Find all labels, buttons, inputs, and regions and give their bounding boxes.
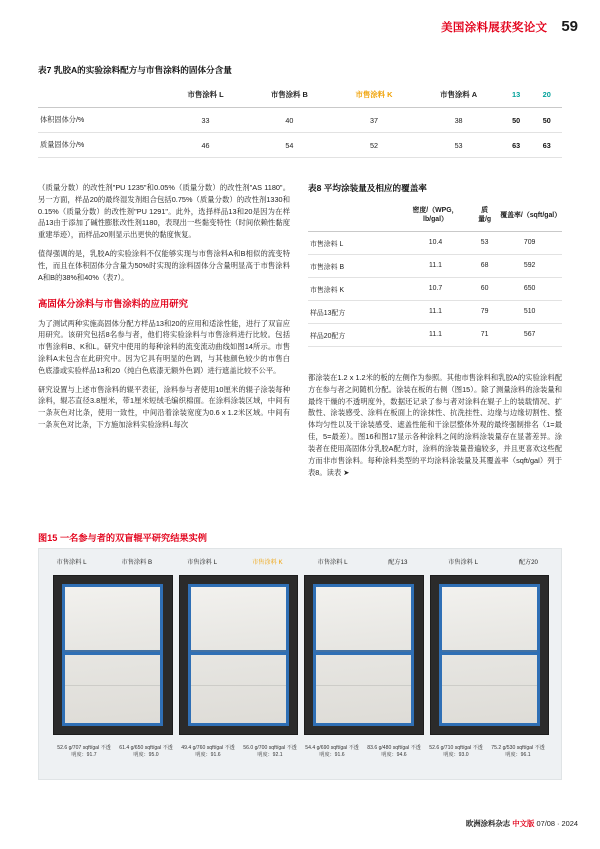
tape-strip: [188, 650, 289, 655]
table8-row4-v2: 567: [523, 331, 536, 339]
panel-photo-3: [304, 575, 424, 735]
table7-col-2: 市售涂料 B: [270, 90, 308, 99]
painted-board: [188, 584, 289, 726]
table8-row0-label: 市售涂料 L: [310, 240, 344, 248]
panel-photo-2: [179, 575, 299, 735]
table-row: [308, 323, 562, 346]
table8-row3-v1: 79: [480, 308, 489, 316]
left-paragraph-3: 为了测试两种实施高固体分配方样品13和20的应用和适涂性能，进行了双盲应用研究。该研究包括8名参与者，他们将实验涂料与市售涂料进行比较。包括市售涂料B、K和L。研究中使用的每种涂料的流变流动曲线如图14所示。市售涂料A未包含在此研究中。因为它具有明显的色调，与其他颜色较少的市售白色底漆或实验样品13和20（纯白色底漆无额外色调）进行遮盖比较不公平。: [38, 318, 290, 375]
table8-row1-label: 市售涂料 B: [310, 263, 345, 271]
table7-col-4: 市售涂料 A: [440, 90, 478, 99]
table8-caption: 表8 平均涂装量及相应的覆盖率: [308, 183, 427, 193]
table7-row1-v1: 54: [285, 140, 294, 150]
table7-row1-v2: 52: [369, 140, 378, 150]
panel-label-2a: 市售涂料 L: [317, 559, 348, 566]
table-row: [308, 231, 562, 254]
table8-row0-v1: 53: [480, 239, 489, 247]
table-row: [308, 300, 562, 323]
table8-row3-label: 样品13配方: [310, 309, 346, 317]
table8-row1-v0: 11.1: [429, 262, 442, 270]
painted-board: [62, 584, 163, 726]
table7-col-1: 市售涂料 L: [187, 90, 224, 99]
table8-col-0: [308, 200, 399, 231]
figure15-panel-labels: [39, 557, 561, 566]
table7-col-3: 市售涂料 K: [355, 90, 393, 99]
footer-issue: 07/08 · 2024: [536, 819, 578, 828]
tape-strip: [439, 650, 540, 655]
table7-row0-label: 体积固体分/%: [40, 115, 85, 124]
page-header: [441, 18, 578, 35]
footnote-0: 52.6 g/707 sqft/gal 不透明度：91.7: [57, 745, 111, 759]
table7-header-row: [38, 82, 562, 108]
table8-row1-v2: 592: [523, 262, 536, 270]
table7-col-5: 13: [512, 90, 521, 99]
figure15-panels: [53, 575, 549, 735]
panel-label-0a: 市售涂料 L: [56, 559, 87, 566]
table-row: [308, 277, 562, 300]
table8-row3-v2: 510: [523, 308, 536, 316]
table8-header-row: [308, 200, 562, 231]
panel-label-2b: 配方13: [388, 559, 408, 566]
table8-row1-v1: 68: [480, 262, 489, 270]
table7-row0-v1: 40: [285, 115, 294, 125]
figure15: [38, 548, 562, 780]
table8-row4-v0: 11.1: [429, 331, 442, 339]
table8-row2-v0: 10.7: [428, 285, 443, 293]
table8-row3-v0: 11.1: [429, 308, 442, 316]
tape-strip: [62, 650, 163, 655]
table7-row1-v3: 53: [454, 140, 463, 150]
painted-board: [313, 584, 414, 726]
footnote-6: 52.6 g/710 sqft/gal 不透明度：93.0: [429, 745, 483, 759]
table7-row0-v3: 38: [454, 115, 463, 125]
table7-row1-v4: 63: [512, 140, 521, 150]
panel-label-0b: 市售涂料 B: [121, 559, 153, 566]
panel-label-1b: 市售涂料 K: [252, 559, 283, 566]
footnote-7: 75.2 g/530 sqft/gal 不透明度：96.1: [491, 745, 545, 759]
panel-label-1a: 市售涂料 L: [187, 559, 218, 566]
footnote-2: 49.4 g/760 sqft/gal 不透明度：91.6: [181, 745, 235, 759]
left-paragraph-1: （质量分数）的改性剂"PU 1235"和0.05%（质量分数）的改性剂"AS 1180"。另一方面，样品20的最终湿发剂组合包括0.75%（质量分数）的改性剂1330和0.15%（质量分数）的改性剂"PU 1291"。此外，选择样品13和20是因为在样品13由于添加了碱性膨胀改性剂1180，表现出一些黏变特性（时间依赖性黏度重建举迹），而样品20则显示出更快的黏度恢复。: [38, 183, 290, 240]
left-column: [38, 182, 290, 438]
table8-row2-v1: 60: [480, 285, 489, 293]
footnote-5: 83.6 g/480 sqft/gal 不透明度：94.6: [367, 745, 421, 759]
table8-col-3: 覆盖率/（sqft/gal）: [500, 211, 562, 219]
table8-row4-label: 样品20配方: [310, 332, 346, 340]
table8-col-1: 密度/（WPG，lb/gal）: [412, 207, 459, 224]
table7-row1-label: 质量固体分/%: [40, 140, 85, 149]
footer-publication: 欧洲涂料杂志: [465, 819, 511, 828]
table8-col-2: 质量/g: [478, 207, 492, 224]
table-row: [308, 254, 562, 277]
page-number: 59: [561, 18, 578, 35]
footnote-4: 54.4 g/690 sqft/gal 不透明度：91.6: [305, 745, 359, 759]
table7-row0-v5: 50: [542, 115, 551, 125]
table7-row1-v5: 63: [542, 140, 551, 150]
table7-caption: 表7 乳胶A的实验涂料配方与市售涂料的固体分含量: [38, 65, 232, 75]
table8-row0-v2: 709: [523, 239, 536, 247]
panel-photo-4: [430, 575, 550, 735]
footnote-1: 61.4 g/650 sqft/gal 不透明度：95.0: [119, 745, 173, 759]
table7-row0-v0: 33: [201, 115, 210, 125]
table8-row0-v0: 10.4: [428, 239, 443, 247]
right-column: [308, 372, 562, 485]
left-paragraph-2: 值得强调的是，乳胶A的实验涂料不仅能够实现与市售涂料A和B相似的流变特性，而且在体积固体分含量为50%时实现的涂料固体分含量明显高于市售涂料A和B的38%和40%（表7）。: [38, 249, 290, 282]
table7-row1-v0: 46: [201, 140, 210, 150]
figure15-footnotes: [53, 745, 549, 760]
header-title: 美国涂料展获奖论文: [441, 21, 548, 34]
panel-label-3a: 市售涂料 L: [448, 559, 479, 566]
panel-photo-1: [53, 575, 173, 735]
footer-edition: 中文版: [512, 819, 535, 828]
table8: [308, 200, 562, 347]
table7: [38, 82, 562, 158]
table8-row2-label: 市售涂料 K: [310, 286, 345, 294]
page-footer: [466, 818, 578, 829]
table7-col-0: [38, 82, 164, 108]
table8-row2-v2: 650: [523, 285, 536, 293]
figure15-caption: 图15 一名参与者的双盲辊平研究结果实例: [38, 533, 207, 543]
table7-row0-v4: 50: [512, 115, 521, 125]
painted-board: [439, 584, 540, 726]
table-row: [38, 133, 562, 158]
section-title: 高固体分涂料与市售涂料的应用研究: [38, 297, 189, 309]
table7-col-6: 20: [542, 90, 551, 99]
table7-row0-v2: 37: [369, 115, 378, 125]
panel-label-3b: 配方20: [518, 559, 538, 566]
table8-row4-v1: 71: [480, 331, 489, 339]
right-paragraph-1: 都涂装在1.2 x 1.2米的板的左侧作为参照。其他市售涂料和乳胶A的实验涂料配方在参与者之间随机分配。涂装在板的右侧（图15）。除了测量涂料的涂装量和最终干燥的不透明度外，数据还记录了参与者对涂料在辊子上的装载情况、扩散性、涂装感受、涂料在板面上的涂抹性、抗洗挂性、边缘与边缘切割性、整体均匀性以及干涂装感受、遮盖性能和干涂层整体外观的最终强制排名（1=最佳，5=最差）。图16和图17显示各种涂料之间的涂料涂装量存在显著差异。涂装者在使用高固体分乳胶A配方时，涂料的涂装量普遍较多，并且更喜欢这些配方而非市售涂料。每种涂料类型的平均涂料涂装量及其覆盖率（sqft/gal）列于表8。读表 ➤: [308, 373, 562, 477]
left-paragraph-4: 研究设置与上述市售涂料的辊平表征，涂料参与者使用10厘米的辊子涂装每种涂料，辊芯直径3.8厘米，带1厘米短绒毛编织棉面。在涂料涂装区域，中间有一条灰色对比条，使用一致性，中间沿着涂装宽度为0.6 x 1.2米区域。中间有一条灰色对比条，下方施加涂料实验涂料L每次: [38, 384, 290, 429]
tape-strip: [313, 650, 414, 655]
table-row: [38, 108, 562, 133]
footnote-3: 56.0 g/700 sqft/gal 不透明度：92.1: [243, 745, 297, 759]
